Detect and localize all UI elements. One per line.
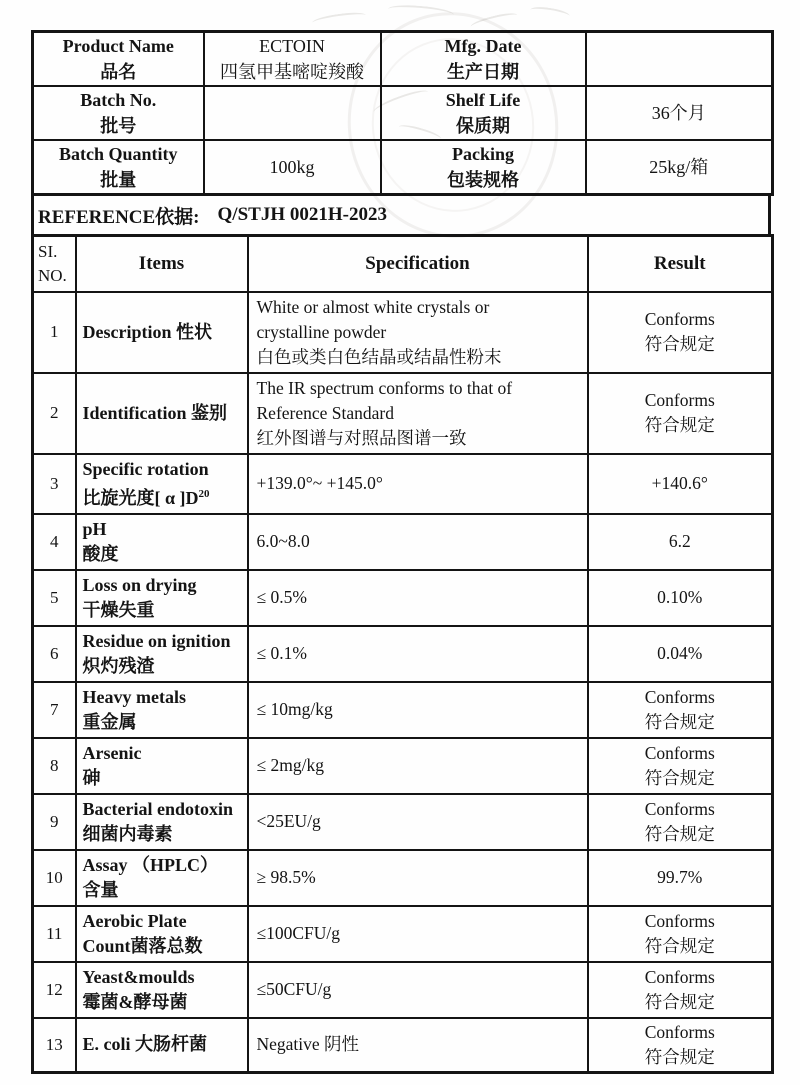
spec-row: [33, 794, 773, 850]
item-cell: [76, 850, 248, 906]
result-line: Conforms: [644, 309, 715, 329]
sl-no-cell: 5: [33, 570, 76, 626]
sl-no-cell: 3: [33, 454, 76, 514]
specification-cell: [248, 1018, 588, 1073]
info-label-line: 批号: [100, 116, 137, 136]
result-line: Conforms: [644, 1021, 715, 1042]
sl-no-cell: 8: [33, 738, 76, 794]
info-label-line: 保质期: [456, 116, 510, 136]
spec-rows: [33, 292, 773, 1073]
spec-row: [33, 738, 773, 794]
coa-document: [31, 30, 771, 1074]
header-sl-no-line2: NO.: [38, 265, 67, 285]
sl-no-cell: 1: [33, 292, 76, 373]
result-cell: [588, 906, 773, 962]
specification-line: White or almost white crystals or: [256, 296, 490, 317]
specification-cell: [248, 454, 588, 514]
info-label-line: 品名: [100, 62, 137, 82]
info-label-line: Batch No.: [80, 90, 157, 110]
item-cell: [76, 738, 248, 794]
info-value-cell: [586, 86, 773, 140]
spec-row: [33, 962, 773, 1018]
item-cell: [76, 682, 248, 738]
item-cell: [76, 373, 248, 454]
info-value-cell: [204, 86, 381, 140]
result-cell: [588, 626, 773, 682]
sl-no-cell: 7: [33, 682, 76, 738]
info-label-cell: [33, 86, 204, 140]
result-line: 0.04%: [657, 643, 703, 663]
spec-table: [31, 234, 774, 1074]
item-cell: [76, 626, 248, 682]
spec-row: [33, 1018, 773, 1073]
sl-no-cell: 11: [33, 906, 76, 962]
item-line: 炽灼残渣: [82, 655, 155, 676]
result-line: Conforms: [644, 390, 715, 410]
result-line: Conforms: [644, 910, 715, 931]
result-cell: [588, 373, 773, 454]
specification-cell: [248, 738, 588, 794]
sl-no-cell: 4: [33, 514, 76, 570]
info-row: [33, 32, 773, 87]
info-label-line: Packing: [451, 144, 514, 164]
result-line: 符合规定: [644, 1046, 715, 1067]
item-cell: [76, 570, 248, 626]
sl-no-cell: 10: [33, 850, 76, 906]
specification-line: ≤ 0.5%: [256, 587, 307, 607]
info-label-line: Mfg. Date: [444, 36, 522, 56]
info-value-line: 100kg: [269, 157, 315, 177]
info-label-line: Shelf Life: [445, 90, 521, 110]
result-cell: [588, 850, 773, 906]
item-line: Loss on drying: [82, 574, 197, 595]
info-label-cell: [33, 32, 204, 87]
result-line: 符合规定: [644, 334, 715, 354]
product-info-table: [31, 30, 774, 196]
result-cell: [588, 570, 773, 626]
result-cell: [588, 682, 773, 738]
specification-line: ≤ 10mg/kg: [256, 699, 333, 719]
info-value-line: 36个月: [651, 103, 706, 123]
reference-value: Q/STJH 0021H-2023: [217, 204, 387, 225]
info-rows: [33, 32, 773, 195]
result-line: 符合规定: [644, 415, 715, 435]
specification-line: 红外图谱与对照品图谱一致: [256, 427, 467, 448]
info-label-cell: [33, 140, 204, 195]
result-line: 6.2: [668, 531, 691, 551]
spec-row: [33, 514, 773, 570]
info-value-cell: [204, 140, 381, 195]
item-line: Bacterial endotoxin: [82, 798, 233, 819]
item-cell: [76, 514, 248, 570]
info-value-cell: [586, 32, 773, 87]
info-label-line: Batch Quantity: [58, 144, 178, 164]
result-cell: [588, 962, 773, 1018]
spec-header-row: [33, 236, 773, 292]
header-items: Items: [76, 236, 248, 292]
specification-cell: [248, 570, 588, 626]
spec-row: [33, 626, 773, 682]
info-label-cell: [381, 140, 586, 195]
specification-line: 6.0~8.0: [256, 531, 310, 551]
specification-line: The IR spectrum conforms to that of: [256, 377, 513, 398]
result-line: 符合规定: [644, 823, 715, 844]
scan-speck-icon: [529, 5, 570, 21]
specification-cell: [248, 962, 588, 1018]
item-line: 酸度: [82, 543, 119, 564]
result-cell: [588, 1018, 773, 1073]
specification-line: ≤100CFU/g: [256, 923, 341, 943]
specification-line: ≤50CFU/g: [256, 979, 332, 999]
info-value-cell: [586, 140, 773, 195]
item-line: 干燥失重: [82, 599, 155, 620]
info-label-cell: [381, 86, 586, 140]
specification-cell: [248, 626, 588, 682]
info-label-cell: [381, 32, 586, 87]
spec-row: [33, 682, 773, 738]
item-cell: [76, 906, 248, 962]
spec-row: [33, 292, 773, 373]
result-cell: [588, 292, 773, 373]
specification-line: ≥ 98.5%: [256, 867, 316, 887]
item-line: Heavy metals: [82, 686, 186, 707]
spec-row: [33, 373, 773, 454]
specification-line: <25EU/g: [256, 811, 321, 831]
item-cell: [76, 962, 248, 1018]
result-cell: [588, 454, 773, 514]
item-line: 含量: [82, 879, 119, 900]
specification-cell: [248, 794, 588, 850]
specification-line: 白色或类白色结晶或结晶性粉末: [256, 346, 502, 367]
item-line: Specific rotation: [82, 458, 209, 479]
result-cell: [588, 794, 773, 850]
result-line: 99.7%: [657, 867, 703, 887]
item-line: 霉菌&酵母菌: [82, 991, 188, 1012]
sl-no-cell: 9: [33, 794, 76, 850]
info-label-line: 批量: [100, 170, 137, 190]
sl-no-cell: 6: [33, 626, 76, 682]
result-line: 符合规定: [644, 935, 715, 956]
item-line: 比旋光度[ α ]$D^{20}$: [82, 487, 210, 508]
specification-cell: [248, 292, 588, 373]
specification-line: Negative 阴性: [256, 1034, 360, 1055]
result-line: 符合规定: [644, 711, 715, 732]
result-line: +140.6°: [651, 473, 708, 493]
item-line: pH: [82, 518, 107, 539]
sl-no-cell: 13: [33, 1018, 76, 1073]
reference-row: [31, 196, 771, 234]
item-line: Aerobic Plate: [82, 910, 187, 931]
result-line: Conforms: [644, 966, 715, 987]
info-value-line: 25kg/箱: [649, 157, 709, 177]
info-value-line: 四氢甲基嘧啶羧酸: [220, 62, 364, 82]
item-line: Identification 鉴别: [82, 402, 228, 423]
info-row: [33, 86, 773, 140]
result-line: 0.10%: [657, 587, 703, 607]
spec-row: [33, 850, 773, 906]
info-row: [33, 140, 773, 195]
item-line: Count菌落总数: [82, 935, 203, 956]
specification-cell: [248, 906, 588, 962]
item-line: 重金属: [82, 711, 137, 732]
spec-row: [33, 454, 773, 514]
specification-cell: [248, 682, 588, 738]
reference-label: REFERENCE依据:: [38, 206, 200, 228]
item-line: 细菌内毒素: [82, 823, 173, 844]
info-label-line: 生产日期: [447, 62, 519, 82]
item-cell: [76, 794, 248, 850]
header-sl-no: [33, 236, 76, 292]
result-line: Conforms: [644, 742, 715, 763]
specification-line: Reference Standard: [256, 402, 394, 423]
info-value-cell: [204, 32, 381, 87]
item-cell: [76, 454, 248, 514]
info-value-line: ECTOIN: [259, 36, 325, 56]
spec-row: [33, 906, 773, 962]
item-line: E. coli 大肠杆菌: [82, 1034, 207, 1055]
specification-line: +139.0°~ +145.0°: [256, 473, 383, 493]
item-cell: [76, 1018, 248, 1073]
result-line: Conforms: [644, 798, 715, 819]
specification-line: ≤ 2mg/kg: [256, 755, 324, 775]
result-cell: [588, 514, 773, 570]
sl-no-cell: 2: [33, 373, 76, 454]
result-line: 符合规定: [644, 991, 715, 1012]
header-specification: Specification: [248, 236, 588, 292]
sl-no-cell: 12: [33, 962, 76, 1018]
spec-row: [33, 570, 773, 626]
specification-cell: [248, 514, 588, 570]
result-line: 符合规定: [644, 767, 715, 788]
result-cell: [588, 738, 773, 794]
scan-speck-icon: [312, 10, 367, 27]
result-line: Conforms: [644, 686, 715, 707]
item-cell: [76, 292, 248, 373]
item-line: Description 性状: [82, 321, 212, 342]
header-sl-no-line1: SI.: [38, 241, 58, 261]
info-label-line: 包装规格: [447, 170, 519, 190]
item-line: Assay （HPLC）: [82, 854, 219, 875]
item-line: Arsenic: [82, 742, 142, 763]
specification-line: crystalline powder: [256, 321, 387, 342]
info-label-line: Product Name: [62, 36, 174, 56]
item-line-superscript: 20: [198, 487, 210, 500]
item-line: Residue on ignition: [82, 630, 231, 651]
specification-cell: [248, 373, 588, 454]
item-line: 砷: [82, 767, 101, 788]
specification-cell: [248, 850, 588, 906]
specification-line: ≤ 0.1%: [256, 643, 307, 663]
header-result: Result: [588, 236, 773, 292]
item-line: Yeast&moulds: [82, 966, 195, 987]
